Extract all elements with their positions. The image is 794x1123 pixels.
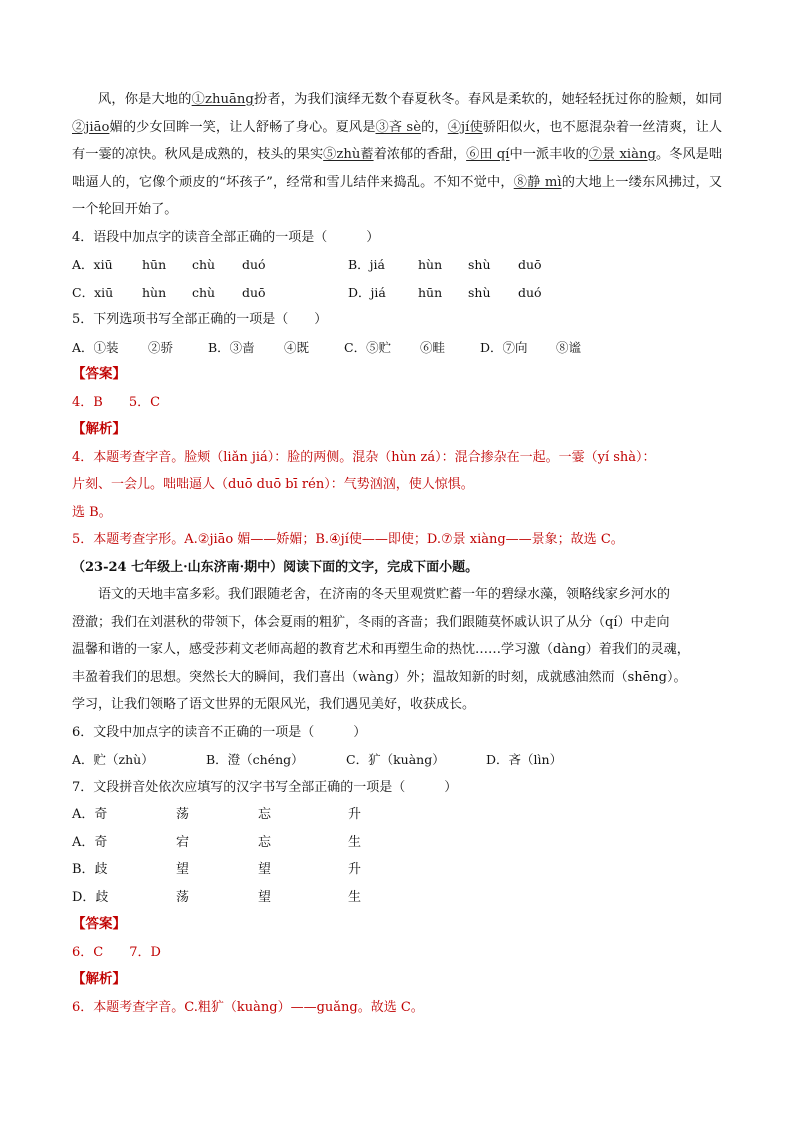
question-7-option-row: A．奇 荡 忘 升 [72,807,362,822]
answer-text: 6．C 7．D [72,944,161,960]
analysis-line: 4．本题考查字音。脸颊（liǎn jiá）：脸的两侧。混杂（hùn zá）：混合掺杂在一起。一霎（yí shà）： [72,449,656,465]
passage-paragraph: 风，你是大地的①zhuāng扮者，为我们演绎无数个春夏秋冬。春风是柔软的，她轻轻抚过你的脸颊，如同②jiāo媚的少女回眸一笑，让人舒畅了身心。夏风是③吝 sè的，④jí使骄阳似火，也不愿混杂着一丝清爽，让人有一霎的凉快。秋风是成熟的，枝头的果实⑤zhù蓄着浓郁的香甜，⑥田 qí中一派丰收的⑦景 xiàng。冬风是咄咄逼人的，它像个顽皮的“坏孩子”，经常和雪儿结伴来捣乱。不知不觉中，⑧静 mì的大地上一缕东风拂过，又一个轮回开始了。 [72,92,723,217]
question-6-options: A．贮（zhù） B．澄（chéng） C．犷（kuàng） D．吝（lìn） [72,752,563,767]
passage-line: 澄澈；我们在刘湛秋的带领下，体会夏雨的粗犷，冬雨的吝啬；我们跟随莫怀戚认识了从分（qí）中走向 [72,614,670,630]
question-7-stem: 7．文段拼音处依次应填写的汉字书写全部正确的一项是（ ） [72,779,458,795]
question-7-option-row: D．歧 荡 望 生 [72,889,362,905]
underlined-item: ⑤zhù蓄 [323,147,374,162]
question-4-options-ab: A．xiū hūn chù duó B．jiá hùn shù duō [72,257,542,272]
answer-label: 【答案】 [72,366,126,382]
underlined-item: ④jí使 [447,119,483,135]
question-7-option-row: A．奇 宕 忘 生 [72,834,362,850]
underlined-item: ⑥田 qí [466,147,510,162]
section-title: （23-24 七年级上·山东济南·期中）阅读下面的文字，完成下面小题。 [72,559,479,575]
underlined-item: ⑧静 mì [513,174,562,190]
passage-line: 语文的天地丰富多彩。我们跟随老舍，在济南的冬天里观赏贮蓄一年的碧绿水藻，领略线家乡河水的 [98,587,671,602]
question-7-option-row: B．歧 望 望 升 [72,862,362,877]
question-5-stem: 5．下列选项书写全部正确的一项是（ ） [72,312,328,327]
question-5-options: A．①装 ②骄 B．③啬 ④既 C．⑤贮 ⑥畦 D．⑦向 ⑧谧 [72,339,582,355]
passage-line: 丰盈着我们的思想。突然长大的瞬间，我们喜出（wàng）外；温故知新的时刻，成就感油然而（shēng）。 [72,669,687,685]
document-page [72,86,722,1021]
analysis-line: 5．本题考查字形。A.②jiāo 媚——娇媚；B.④jí使——即使；D.⑦景 xiàng——景象；故选 C。 [72,532,624,547]
analysis-line: 片刻、一会儿。咄咄逼人（duō duō bī rén）：气势汹汹，使人惊惧。 [72,477,474,492]
analysis-label: 【解析】 [72,971,126,987]
analysis-line: 选 B。 [72,504,112,520]
analysis-label: 【解析】 [72,421,126,437]
answer-text: 4．B 5．C [72,394,161,410]
answer-label: 【答案】 [72,916,126,932]
underlined-item: ②jiāo [72,119,110,135]
underlined-item: ③吝 sè [375,119,422,135]
question-6-stem: 6．文段中加点字的读音不正确的一项是（ ） [72,724,367,740]
question-4-options-cd: C．xiū hùn chù duō D．jiá hūn shù duó [72,284,542,300]
question-4-stem: 4．语段中加点字的读音全部正确的一项是（ ） [72,229,380,245]
passage-line: 学习，让我们领略了语文世界的无限风光，我们遇见美好，收获成长。 [72,697,476,712]
passage-line: 温馨和谐的一家人，感受莎莉文老师高超的教育艺术和再塑生命的热忱……学习激（dàng）着我们的灵魂， [72,642,690,657]
underlined-item: ①zhuāng [191,92,254,107]
underlined-item: ⑦景 xiàng [588,147,656,162]
analysis-line: 6．本题考查字音。C.粗犷（kuàng）——guǎng。故选 C。 [72,999,424,1015]
